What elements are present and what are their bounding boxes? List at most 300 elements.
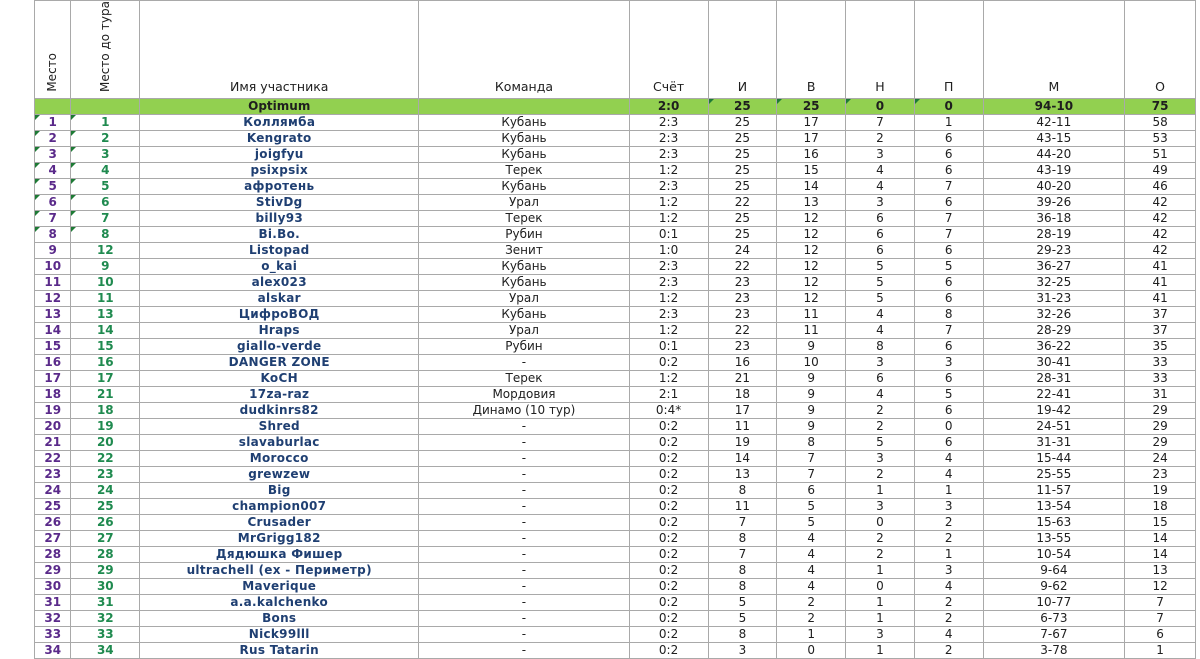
cell-m: 42-11 (983, 115, 1125, 131)
cell-p: 2 (914, 531, 983, 547)
cell-p: 4 (914, 451, 983, 467)
table-row (35, 339, 1196, 355)
cell-m: 36-18 (983, 211, 1125, 227)
cell-n: 6 (846, 243, 915, 259)
cell-n: 5 (846, 435, 915, 451)
cell-m: 9-62 (983, 579, 1125, 595)
col-header-team: Команда (419, 1, 629, 99)
cell-place: 25 (35, 499, 71, 515)
cell-n: 6 (846, 371, 915, 387)
cell-prev-place: 10 (71, 275, 140, 291)
cell-place: 18 (35, 387, 71, 403)
table-row (35, 467, 1196, 483)
table-row (35, 643, 1196, 659)
cell-m: 15-44 (983, 451, 1125, 467)
cell-prev-place: 6 (71, 195, 140, 211)
cell-i: 5 (708, 595, 777, 611)
cell-o: 46 (1125, 179, 1196, 195)
cell-i: 21 (708, 371, 777, 387)
cell-i: 3 (708, 643, 777, 659)
cell-name: Bons (140, 611, 419, 627)
cell-o: 14 (1125, 547, 1196, 563)
col-header-m: М (983, 1, 1125, 99)
cell-n: 1 (846, 563, 915, 579)
table-row (35, 195, 1196, 211)
cell-p: 6 (914, 291, 983, 307)
cell-place: 22 (35, 451, 71, 467)
cell-score: 0:2 (629, 595, 708, 611)
cell-p: 7 (914, 323, 983, 339)
cell-team: Кубань (419, 259, 629, 275)
cell-n: 2 (846, 403, 915, 419)
cell-prev-place: 22 (71, 451, 140, 467)
cell-place: 31 (35, 595, 71, 611)
table-row (35, 147, 1196, 163)
table-row (35, 115, 1196, 131)
cell-i: 25 (708, 227, 777, 243)
cell-team: Кубань (419, 275, 629, 291)
cell-m: 22-41 (983, 387, 1125, 403)
standings-table (34, 0, 1196, 659)
cell-prev-place: 17 (71, 371, 140, 387)
cell-o: 29 (1125, 435, 1196, 451)
cell-score: 0:2 (629, 355, 708, 371)
cell-prev-place: 18 (71, 403, 140, 419)
cell-n: 3 (846, 451, 915, 467)
cell-score: 1:2 (629, 211, 708, 227)
cell-i: 25 (708, 179, 777, 195)
cell-p: 7 (914, 227, 983, 243)
col-header-i: И (708, 1, 777, 99)
cell-place: 3 (35, 147, 71, 163)
cell-score: 2:3 (629, 179, 708, 195)
cell-p: 6 (914, 147, 983, 163)
cell-v: 11 (777, 323, 846, 339)
cell-n: 3 (846, 355, 915, 371)
cell-team: Терек (419, 371, 629, 387)
cell-name: Bi.Bo. (140, 227, 419, 243)
cell-i: 7 (708, 547, 777, 563)
cell-place: 7 (35, 211, 71, 227)
cell-v: 8 (777, 435, 846, 451)
table-row (35, 323, 1196, 339)
cell-m: 31-23 (983, 291, 1125, 307)
cell-v: 14 (777, 179, 846, 195)
cell-m: 28-31 (983, 371, 1125, 387)
cell-name: StivDg (140, 195, 419, 211)
cell-place: 20 (35, 419, 71, 435)
cell-n: 2 (846, 467, 915, 483)
cell-p: 8 (914, 307, 983, 323)
cell-o: 7 (1125, 611, 1196, 627)
cell-prev-place: 13 (71, 307, 140, 323)
cell-team: Кубань (419, 307, 629, 323)
cell-o: 24 (1125, 451, 1196, 467)
cell-prev-place: 3 (71, 147, 140, 163)
cell-name: grewzew (140, 467, 419, 483)
cell-p: 5 (914, 387, 983, 403)
cell-i: 11 (708, 419, 777, 435)
cell-i: 22 (708, 323, 777, 339)
cell-m: 24-51 (983, 419, 1125, 435)
cell-n: 8 (846, 339, 915, 355)
cell-place: 14 (35, 323, 71, 339)
benchmark-n: 0 (846, 99, 915, 115)
cell-team: - (419, 579, 629, 595)
cell-score: 0:2 (629, 515, 708, 531)
cell-prev-place: 4 (71, 163, 140, 179)
cell-place: 24 (35, 483, 71, 499)
cell-n: 2 (846, 547, 915, 563)
cell-o: 7 (1125, 595, 1196, 611)
cell-name: a.a.kalchenko (140, 595, 419, 611)
cell-team: - (419, 467, 629, 483)
cell-o: 12 (1125, 579, 1196, 595)
cell-team: - (419, 499, 629, 515)
table-row (35, 179, 1196, 195)
cell-name: Crusader (140, 515, 419, 531)
cell-o: 31 (1125, 387, 1196, 403)
cell-m: 13-55 (983, 531, 1125, 547)
cell-name: Big (140, 483, 419, 499)
cell-n: 7 (846, 115, 915, 131)
cell-p: 6 (914, 435, 983, 451)
cell-v: 17 (777, 131, 846, 147)
cell-team: Урал (419, 291, 629, 307)
cell-v: 17 (777, 115, 846, 131)
cell-name: ЦифроВОД (140, 307, 419, 323)
cell-v: 15 (777, 163, 846, 179)
cell-score: 0:2 (629, 435, 708, 451)
cell-score: 0:2 (629, 419, 708, 435)
cell-team: Зенит (419, 243, 629, 259)
cell-i: 13 (708, 467, 777, 483)
cell-score: 2:3 (629, 115, 708, 131)
cell-n: 1 (846, 595, 915, 611)
cell-v: 13 (777, 195, 846, 211)
cell-p: 2 (914, 611, 983, 627)
cell-i: 14 (708, 451, 777, 467)
cell-place: 26 (35, 515, 71, 531)
benchmark-team (419, 99, 629, 115)
cell-o: 35 (1125, 339, 1196, 355)
cell-m: 43-15 (983, 131, 1125, 147)
cell-o: 49 (1125, 163, 1196, 179)
table-row (35, 563, 1196, 579)
cell-score: 0:2 (629, 611, 708, 627)
cell-n: 4 (846, 323, 915, 339)
cell-o: 23 (1125, 467, 1196, 483)
cell-prev-place: 16 (71, 355, 140, 371)
cell-n: 2 (846, 531, 915, 547)
cell-name: KoCH (140, 371, 419, 387)
cell-v: 9 (777, 403, 846, 419)
cell-score: 1:0 (629, 243, 708, 259)
cell-v: 5 (777, 499, 846, 515)
cell-p: 1 (914, 547, 983, 563)
cell-name: Nick99lll (140, 627, 419, 643)
table-row (35, 451, 1196, 467)
cell-team: - (419, 627, 629, 643)
cell-place: 5 (35, 179, 71, 195)
cell-m: 40-20 (983, 179, 1125, 195)
cell-v: 4 (777, 547, 846, 563)
cell-prev-place: 7 (71, 211, 140, 227)
cell-score: 0:2 (629, 579, 708, 595)
cell-m: 32-25 (983, 275, 1125, 291)
cell-i: 23 (708, 339, 777, 355)
cell-place: 29 (35, 563, 71, 579)
col-header-prev-place-label: Место до тура (97, 1, 112, 92)
cell-p: 2 (914, 515, 983, 531)
cell-score: 0:2 (629, 547, 708, 563)
cell-m: 19-42 (983, 403, 1125, 419)
cell-m: 7-67 (983, 627, 1125, 643)
cell-m: 44-20 (983, 147, 1125, 163)
cell-name: Shred (140, 419, 419, 435)
cell-team: Урал (419, 195, 629, 211)
benchmark-place (35, 99, 71, 115)
cell-prev-place: 32 (71, 611, 140, 627)
cell-prev-place: 5 (71, 179, 140, 195)
cell-v: 11 (777, 307, 846, 323)
cell-m: 29-23 (983, 243, 1125, 259)
cell-o: 19 (1125, 483, 1196, 499)
cell-prev-place: 21 (71, 387, 140, 403)
table-row (35, 243, 1196, 259)
cell-team: Терек (419, 211, 629, 227)
cell-name: ultrachell (ex - Периметр) (140, 563, 419, 579)
cell-team: - (419, 355, 629, 371)
cell-team: - (419, 531, 629, 547)
cell-n: 1 (846, 611, 915, 627)
table-row (35, 627, 1196, 643)
col-header-o: О (1125, 1, 1196, 99)
cell-score: 0:2 (629, 467, 708, 483)
cell-score: 1:2 (629, 323, 708, 339)
cell-place: 2 (35, 131, 71, 147)
cell-p: 7 (914, 211, 983, 227)
cell-prev-place: 33 (71, 627, 140, 643)
benchmark-o: 75 (1125, 99, 1196, 115)
cell-place: 34 (35, 643, 71, 659)
cell-name: 17za-raz (140, 387, 419, 403)
table-row (35, 163, 1196, 179)
col-header-score: Счёт (629, 1, 708, 99)
cell-p: 2 (914, 595, 983, 611)
cell-team: Кубань (419, 131, 629, 147)
cell-i: 25 (708, 147, 777, 163)
benchmark-v: 25 (777, 99, 846, 115)
table-row (35, 579, 1196, 595)
cell-m: 15-63 (983, 515, 1125, 531)
cell-v: 6 (777, 483, 846, 499)
cell-o: 14 (1125, 531, 1196, 547)
cell-v: 10 (777, 355, 846, 371)
cell-prev-place: 24 (71, 483, 140, 499)
table-row (35, 259, 1196, 275)
cell-score: 0:2 (629, 451, 708, 467)
cell-o: 37 (1125, 307, 1196, 323)
col-header-p: П (914, 1, 983, 99)
cell-place: 1 (35, 115, 71, 131)
cell-i: 5 (708, 611, 777, 627)
cell-o: 13 (1125, 563, 1196, 579)
cell-prev-place: 12 (71, 243, 140, 259)
table-row (35, 499, 1196, 515)
cell-team: Кубань (419, 115, 629, 131)
cell-prev-place: 31 (71, 595, 140, 611)
table-row (35, 595, 1196, 611)
cell-n: 6 (846, 227, 915, 243)
table-row (35, 611, 1196, 627)
cell-p: 3 (914, 355, 983, 371)
cell-m: 25-55 (983, 467, 1125, 483)
cell-m: 6-73 (983, 611, 1125, 627)
cell-n: 2 (846, 131, 915, 147)
cell-v: 9 (777, 387, 846, 403)
cell-n: 1 (846, 643, 915, 659)
table-row (35, 531, 1196, 547)
cell-o: 41 (1125, 275, 1196, 291)
cell-team: - (419, 547, 629, 563)
cell-team: - (419, 563, 629, 579)
cell-score: 1:2 (629, 195, 708, 211)
cell-score: 2:3 (629, 147, 708, 163)
cell-place: 23 (35, 467, 71, 483)
cell-p: 5 (914, 259, 983, 275)
cell-score: 1:2 (629, 371, 708, 387)
benchmark-score: 2:0 (629, 99, 708, 115)
cell-i: 8 (708, 531, 777, 547)
cell-score: 0:2 (629, 627, 708, 643)
cell-p: 6 (914, 195, 983, 211)
cell-name: slavaburlac (140, 435, 419, 451)
table-row (35, 211, 1196, 227)
cell-o: 37 (1125, 323, 1196, 339)
cell-team: Урал (419, 323, 629, 339)
table-row (35, 371, 1196, 387)
cell-place: 32 (35, 611, 71, 627)
cell-prev-place: 29 (71, 563, 140, 579)
cell-prev-place: 2 (71, 131, 140, 147)
cell-v: 12 (777, 291, 846, 307)
table-row (35, 547, 1196, 563)
cell-m: 9-64 (983, 563, 1125, 579)
cell-team: Мордовия (419, 387, 629, 403)
cell-score: 0:2 (629, 531, 708, 547)
table-row (35, 403, 1196, 419)
cell-prev-place: 25 (71, 499, 140, 515)
cell-prev-place: 28 (71, 547, 140, 563)
cell-name: psixpsix (140, 163, 419, 179)
cell-v: 4 (777, 563, 846, 579)
cell-prev-place: 23 (71, 467, 140, 483)
col-header-place (35, 1, 71, 99)
cell-p: 6 (914, 131, 983, 147)
cell-i: 23 (708, 307, 777, 323)
table-row (35, 483, 1196, 499)
cell-prev-place: 20 (71, 435, 140, 451)
cell-v: 1 (777, 627, 846, 643)
col-header-name: Имя участника (140, 1, 419, 99)
cell-p: 1 (914, 483, 983, 499)
cell-p: 6 (914, 243, 983, 259)
cell-score: 2:3 (629, 275, 708, 291)
cell-i: 22 (708, 259, 777, 275)
cell-m: 30-41 (983, 355, 1125, 371)
table-row (35, 307, 1196, 323)
cell-o: 6 (1125, 627, 1196, 643)
cell-score: 0:1 (629, 339, 708, 355)
cell-m: 28-19 (983, 227, 1125, 243)
cell-p: 0 (914, 419, 983, 435)
cell-i: 25 (708, 115, 777, 131)
cell-team: - (419, 611, 629, 627)
cell-v: 7 (777, 467, 846, 483)
cell-m: 28-29 (983, 323, 1125, 339)
cell-o: 58 (1125, 115, 1196, 131)
cell-p: 4 (914, 579, 983, 595)
cell-v: 12 (777, 275, 846, 291)
cell-n: 4 (846, 179, 915, 195)
cell-p: 6 (914, 163, 983, 179)
cell-p: 3 (914, 499, 983, 515)
cell-v: 9 (777, 419, 846, 435)
cell-p: 7 (914, 179, 983, 195)
cell-score: 0:2 (629, 483, 708, 499)
cell-name: o_kai (140, 259, 419, 275)
cell-o: 41 (1125, 291, 1196, 307)
cell-score: 0:2 (629, 499, 708, 515)
cell-place: 30 (35, 579, 71, 595)
cell-v: 12 (777, 227, 846, 243)
cell-prev-place: 27 (71, 531, 140, 547)
cell-o: 53 (1125, 131, 1196, 147)
cell-n: 3 (846, 499, 915, 515)
cell-n: 5 (846, 275, 915, 291)
cell-team: - (419, 451, 629, 467)
cell-name: billy93 (140, 211, 419, 227)
cell-place: 16 (35, 355, 71, 371)
cell-score: 0:1 (629, 227, 708, 243)
cell-o: 15 (1125, 515, 1196, 531)
cell-p: 2 (914, 643, 983, 659)
cell-team: Рубин (419, 227, 629, 243)
cell-v: 4 (777, 579, 846, 595)
cell-n: 5 (846, 291, 915, 307)
cell-place: 13 (35, 307, 71, 323)
cell-name: joigfyu (140, 147, 419, 163)
col-header-v: В (777, 1, 846, 99)
benchmark-row (35, 99, 1196, 115)
cell-team: Рубин (419, 339, 629, 355)
cell-score: 1:2 (629, 163, 708, 179)
benchmark-m: 94-10 (983, 99, 1125, 115)
cell-team: - (419, 595, 629, 611)
cell-name: Morocco (140, 451, 419, 467)
cell-n: 3 (846, 195, 915, 211)
cell-team: Кубань (419, 147, 629, 163)
cell-name: giallo-verde (140, 339, 419, 355)
cell-i: 24 (708, 243, 777, 259)
cell-team: Динамо (10 тур) (419, 403, 629, 419)
table-row (35, 515, 1196, 531)
cell-place: 11 (35, 275, 71, 291)
cell-i: 25 (708, 163, 777, 179)
cell-team: Терек (419, 163, 629, 179)
cell-p: 4 (914, 467, 983, 483)
